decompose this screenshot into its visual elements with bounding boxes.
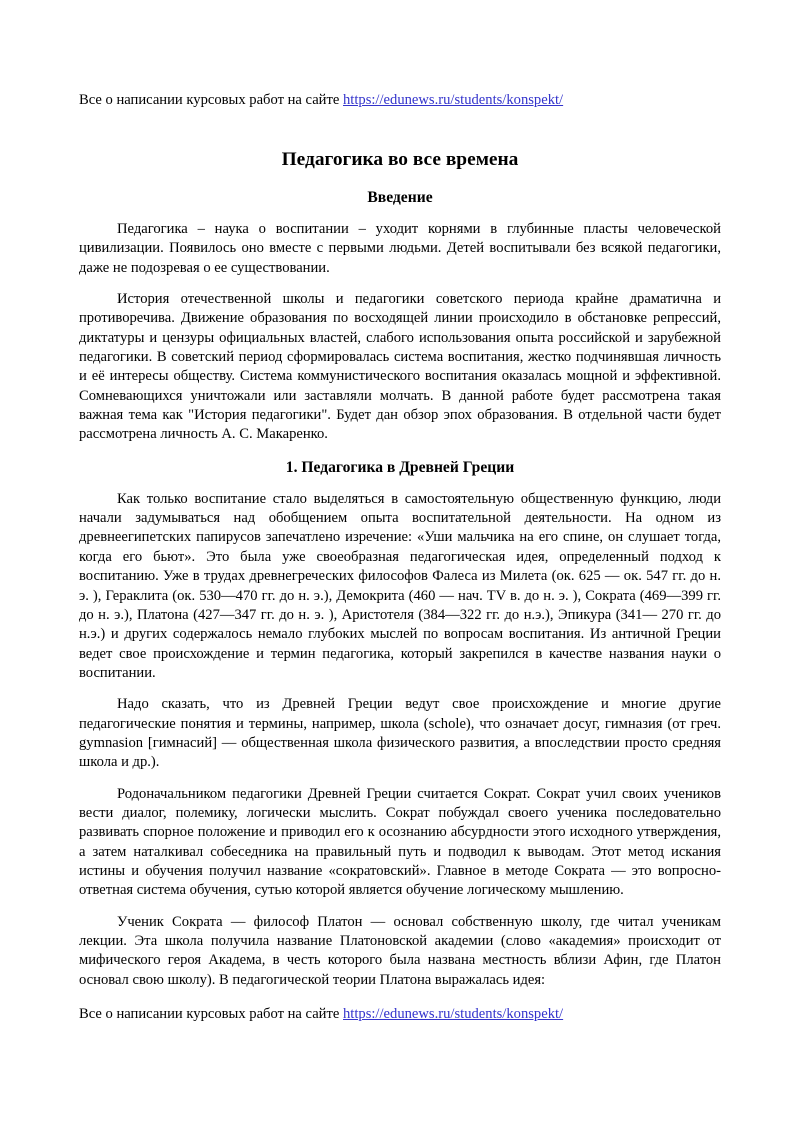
spacer bbox=[79, 478, 721, 490]
paragraph: Родоначальником педагогики Древней Греции считается Сократ. Сократ учил своих учеников вести диалог, полемику, логически мыслить. Сократ побуждал своего ученика последовательно развивать спорное положение и приводил его к осознанию абсурдности этого исходного утверждения, а затем наталкивал собеседника на правильный путь и подводил к выводам. Этот метод искания истины и обучения получил название «сократовский». Главное в методе Сократа — это вопросно-ответная система обучения, сутью которой является обучение логическому мышлению. bbox=[79, 785, 721, 899]
header-website-link[interactable]: https://edunews.ru/students/konspekt/ bbox=[343, 92, 564, 108]
spacer bbox=[79, 683, 721, 695]
page-title: Педагогика во все времена bbox=[281, 149, 519, 170]
footer-prefix-text: Все о написании курсовых работ на сайте bbox=[79, 1006, 343, 1023]
spacer bbox=[79, 773, 721, 785]
paragraph: Надо сказать, что из Древней Греции ведут свое происхождение и многие другие педагогические понятия и термины, например, школа (schole), что означает досуг, гимназия (от греч. gymnasion [гимнасий] — общественная школа физического развития, а впоследствии просто средняя школа и др.). bbox=[79, 696, 721, 771]
page-header bbox=[79, 91, 721, 110]
document-content-column bbox=[79, 0, 721, 1024]
section-heading-introduction: Введение bbox=[367, 189, 433, 206]
spacer bbox=[79, 445, 721, 458]
section-heading-ancient-greece: 1. Педагогика в Древней Греции bbox=[285, 458, 515, 476]
spacer bbox=[79, 208, 721, 220]
spacer bbox=[79, 172, 721, 188]
paragraph: Как только воспитание стало выделяться в самостоятельную общественную функцию, люди начали задумываться над обобщением опыта воспитательной деятельности. На одном из древнеегипетских папирусов запечатлено изречение: «Уши мальчика на его спине, он слушает тогда, когда его бьют». Это была уже своеобразная педагогическая идея, определенный подход к воспитанию. Уже в трудах древнегреческих философов Фалеса из Милета (ок. 625 — ок. 547 гг. до н. э. ), Гераклита (ок. 530—470 гг. до н. э.), Демокрита (460 — нач. TV в. до н. э. ), Сократа (469—399 гг. до н. э.), Платона (427—347 гг. до н. э. ), Аристотеля (384—322 гг. до н.э.), Эпикура (341— 270 гг. до н.э.) и других содержалось немало глубоких мыслей по вопросам воспитания. Из античной Греции ведет свое происхождение и термин педагогика, который закрепился в качестве названия науки о воспитании. bbox=[79, 490, 721, 681]
footer-website-link[interactable]: https://edunews.ru/students/konspekt/ bbox=[343, 1006, 564, 1023]
top-margin-spacer bbox=[79, 0, 721, 91]
paragraph: Ученик Сократа — философ Платон — основал собственную школу, где читал ученикам лекции. Эта школа получила название Платоновской академии (слово «академия» происходит от мифического героя Академа, в честь которого была названа местность вблизи Афин, где Платон основал свою школу). В педагогической теории Платона выражалась идея: bbox=[79, 913, 721, 988]
spacer bbox=[79, 110, 721, 148]
spacer bbox=[79, 901, 721, 913]
paragraph: История отечественной школы и педагогики советского периода крайне драматична и противоречива. Движение образования по восходящей линии происходило в обстановке репрессий, диктатуры и цензуры официальных властей, слабого использования опыта российской и зарубежной педагогики. В советский период сформировалась система воспитания, жестко подчинявшая личность и её интересы обществу. Система коммунистического воспитания оказалась мощной и эффективной. Сомневающихся уничтожали или заставляли молчать. В данной работе будет рассмотрена такая важная тема как "История педагогики". Будет дан обзор эпох образования. В отдельной части будет рассмотрена личность А. С. Макаренко. bbox=[79, 291, 721, 443]
header-prefix-text: Все о написании курсовых работ на сайте bbox=[79, 92, 343, 108]
spacer bbox=[79, 278, 721, 290]
paragraph: Педагогика – наука о воспитании – уходит корнями в глубинные пласты человеческой цивилизации. Появилось оно вместе с первыми людьми. Детей воспитывали без всякой педагогики, даже не подозревая о ее существовании. bbox=[79, 221, 721, 276]
page-footer bbox=[79, 1005, 721, 1024]
spacer bbox=[79, 990, 721, 1005]
